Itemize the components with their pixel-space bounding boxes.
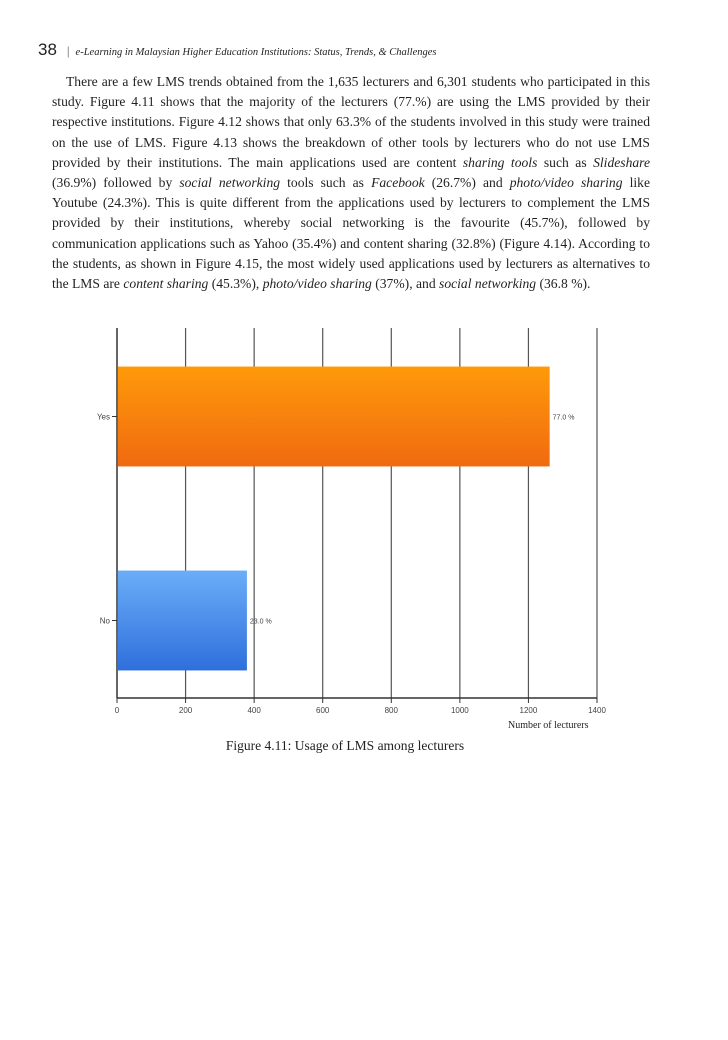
text-run: There are a few LMS trends obtained from the 1,635 lecturers and 6,301 students who participated in this study. Figure 4.11 shows that the majority of the lecturers (77.%) are using the LMS provided by their respective institutions. Figure 4.12 shows that only 63.3% of the students involved in this study were trained on the use of LMS. Figure 4.13 shows the breakdown of other tools by lecturers who do not use LMS provided by their institutions. The main applications used are content	[52, 74, 650, 170]
x-tick-label: 800	[384, 706, 398, 715]
figure-caption: Figure 4.11: Usage of LMS among lecturers	[225, 738, 465, 753]
text-run: tools such as	[280, 175, 372, 191]
text-run: (36.9%) followed by	[52, 175, 180, 191]
text-run: (26.7%) and	[424, 175, 510, 191]
italic-term: sharing tools	[462, 154, 538, 170]
x-tick-label: 400	[247, 706, 261, 715]
bar-data-label: 77.0 %	[552, 414, 575, 422]
x-tick-label: 200	[178, 706, 193, 715]
italic-term: social networking	[439, 276, 537, 292]
x-tick-label: 1200	[519, 706, 538, 715]
italic-term: photo/video sharing	[509, 175, 623, 191]
italic-term: social networking	[179, 175, 281, 191]
x-axis-title: Number of lecturers	[508, 720, 589, 731]
italic-term: Slideshare	[593, 154, 650, 170]
bar-yes	[118, 367, 550, 467]
page-header	[38, 40, 688, 62]
x-tick-label: 600	[316, 706, 330, 715]
page-number: 38	[38, 40, 57, 59]
body-paragraph	[52, 72, 650, 294]
italic-term: content sharing	[123, 276, 209, 292]
x-tick-label: 1400	[588, 706, 606, 715]
x-tick-label: 0	[114, 706, 120, 715]
x-tick-label: 1000	[450, 706, 469, 715]
y-category-label: No	[99, 616, 110, 626]
running-title: e-Learning in Malaysian Higher Education Institutions: Status, Trends, & Challenges	[75, 47, 437, 58]
y-category-label: Yes	[96, 412, 110, 422]
italic-term: photo/video sharing	[262, 276, 372, 292]
bars	[118, 367, 550, 671]
text-run: such as	[537, 154, 594, 170]
text-run: (45.3%),	[208, 276, 263, 292]
lms-usage-chart	[80, 320, 620, 720]
text-run: (36.8 %).	[536, 276, 591, 292]
header-separator: |	[66, 43, 70, 58]
text-run: (37%), and	[371, 276, 440, 292]
italic-term: Facebook	[371, 175, 425, 191]
chart-svg	[80, 320, 620, 720]
bar-no	[118, 571, 247, 671]
bar-data-label: 23.0 %	[249, 618, 272, 626]
text-run: like Youtube (24.3%). This is quite different from the applications used by lecturers to complement the LMS provided by their institutions, whereby social networking is the favourite (45.7%), followed by communication applications such as Yahoo (35.4%) and content sharing (32.8%) (Figure 4.14). According to the students, as shown in Figure 4.15, the most widely used applications used by lecturers as alternatives to the LMS are	[52, 175, 650, 292]
